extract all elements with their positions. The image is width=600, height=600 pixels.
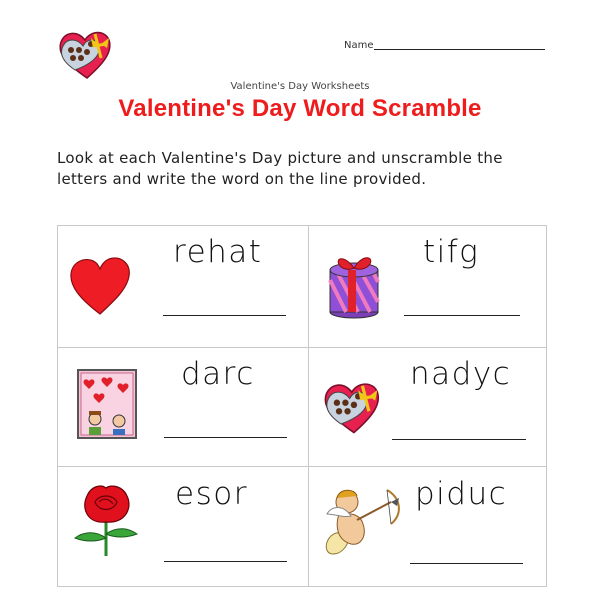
gift-icon <box>326 250 382 320</box>
scrambled-word: esor <box>175 476 248 512</box>
cupid-icon <box>321 484 409 560</box>
answer-line[interactable] <box>163 315 286 316</box>
worksheet-series-label: Valentine's Day Worksheets <box>230 81 370 92</box>
scrambled-word: tifg <box>423 234 480 270</box>
name-answer-line[interactable] <box>374 49 545 50</box>
answer-line[interactable] <box>404 315 520 316</box>
valentine-card-icon <box>77 369 137 439</box>
scrambled-word: nadyc <box>410 356 512 392</box>
heart-icon <box>69 256 131 316</box>
candy-box-icon <box>322 376 388 438</box>
scrambled-word: darc <box>181 356 255 392</box>
instructions-text: Look at each Valentine's Day picture and unscramble the letters and write the word on the line provided. <box>57 149 503 188</box>
candy-box-logo-icon <box>57 28 119 80</box>
scrambled-word: rehat <box>173 234 263 270</box>
page-title: Valentine's Day Word Scramble <box>118 95 482 122</box>
scrambled-word: piduc <box>415 476 508 512</box>
rose-icon <box>69 482 143 558</box>
name-label: Name <box>344 40 374 51</box>
answer-line[interactable] <box>164 437 287 438</box>
answer-line[interactable] <box>392 439 526 440</box>
answer-line[interactable] <box>410 563 523 564</box>
answer-line[interactable] <box>164 561 287 562</box>
word-scramble-grid <box>57 225 547 587</box>
